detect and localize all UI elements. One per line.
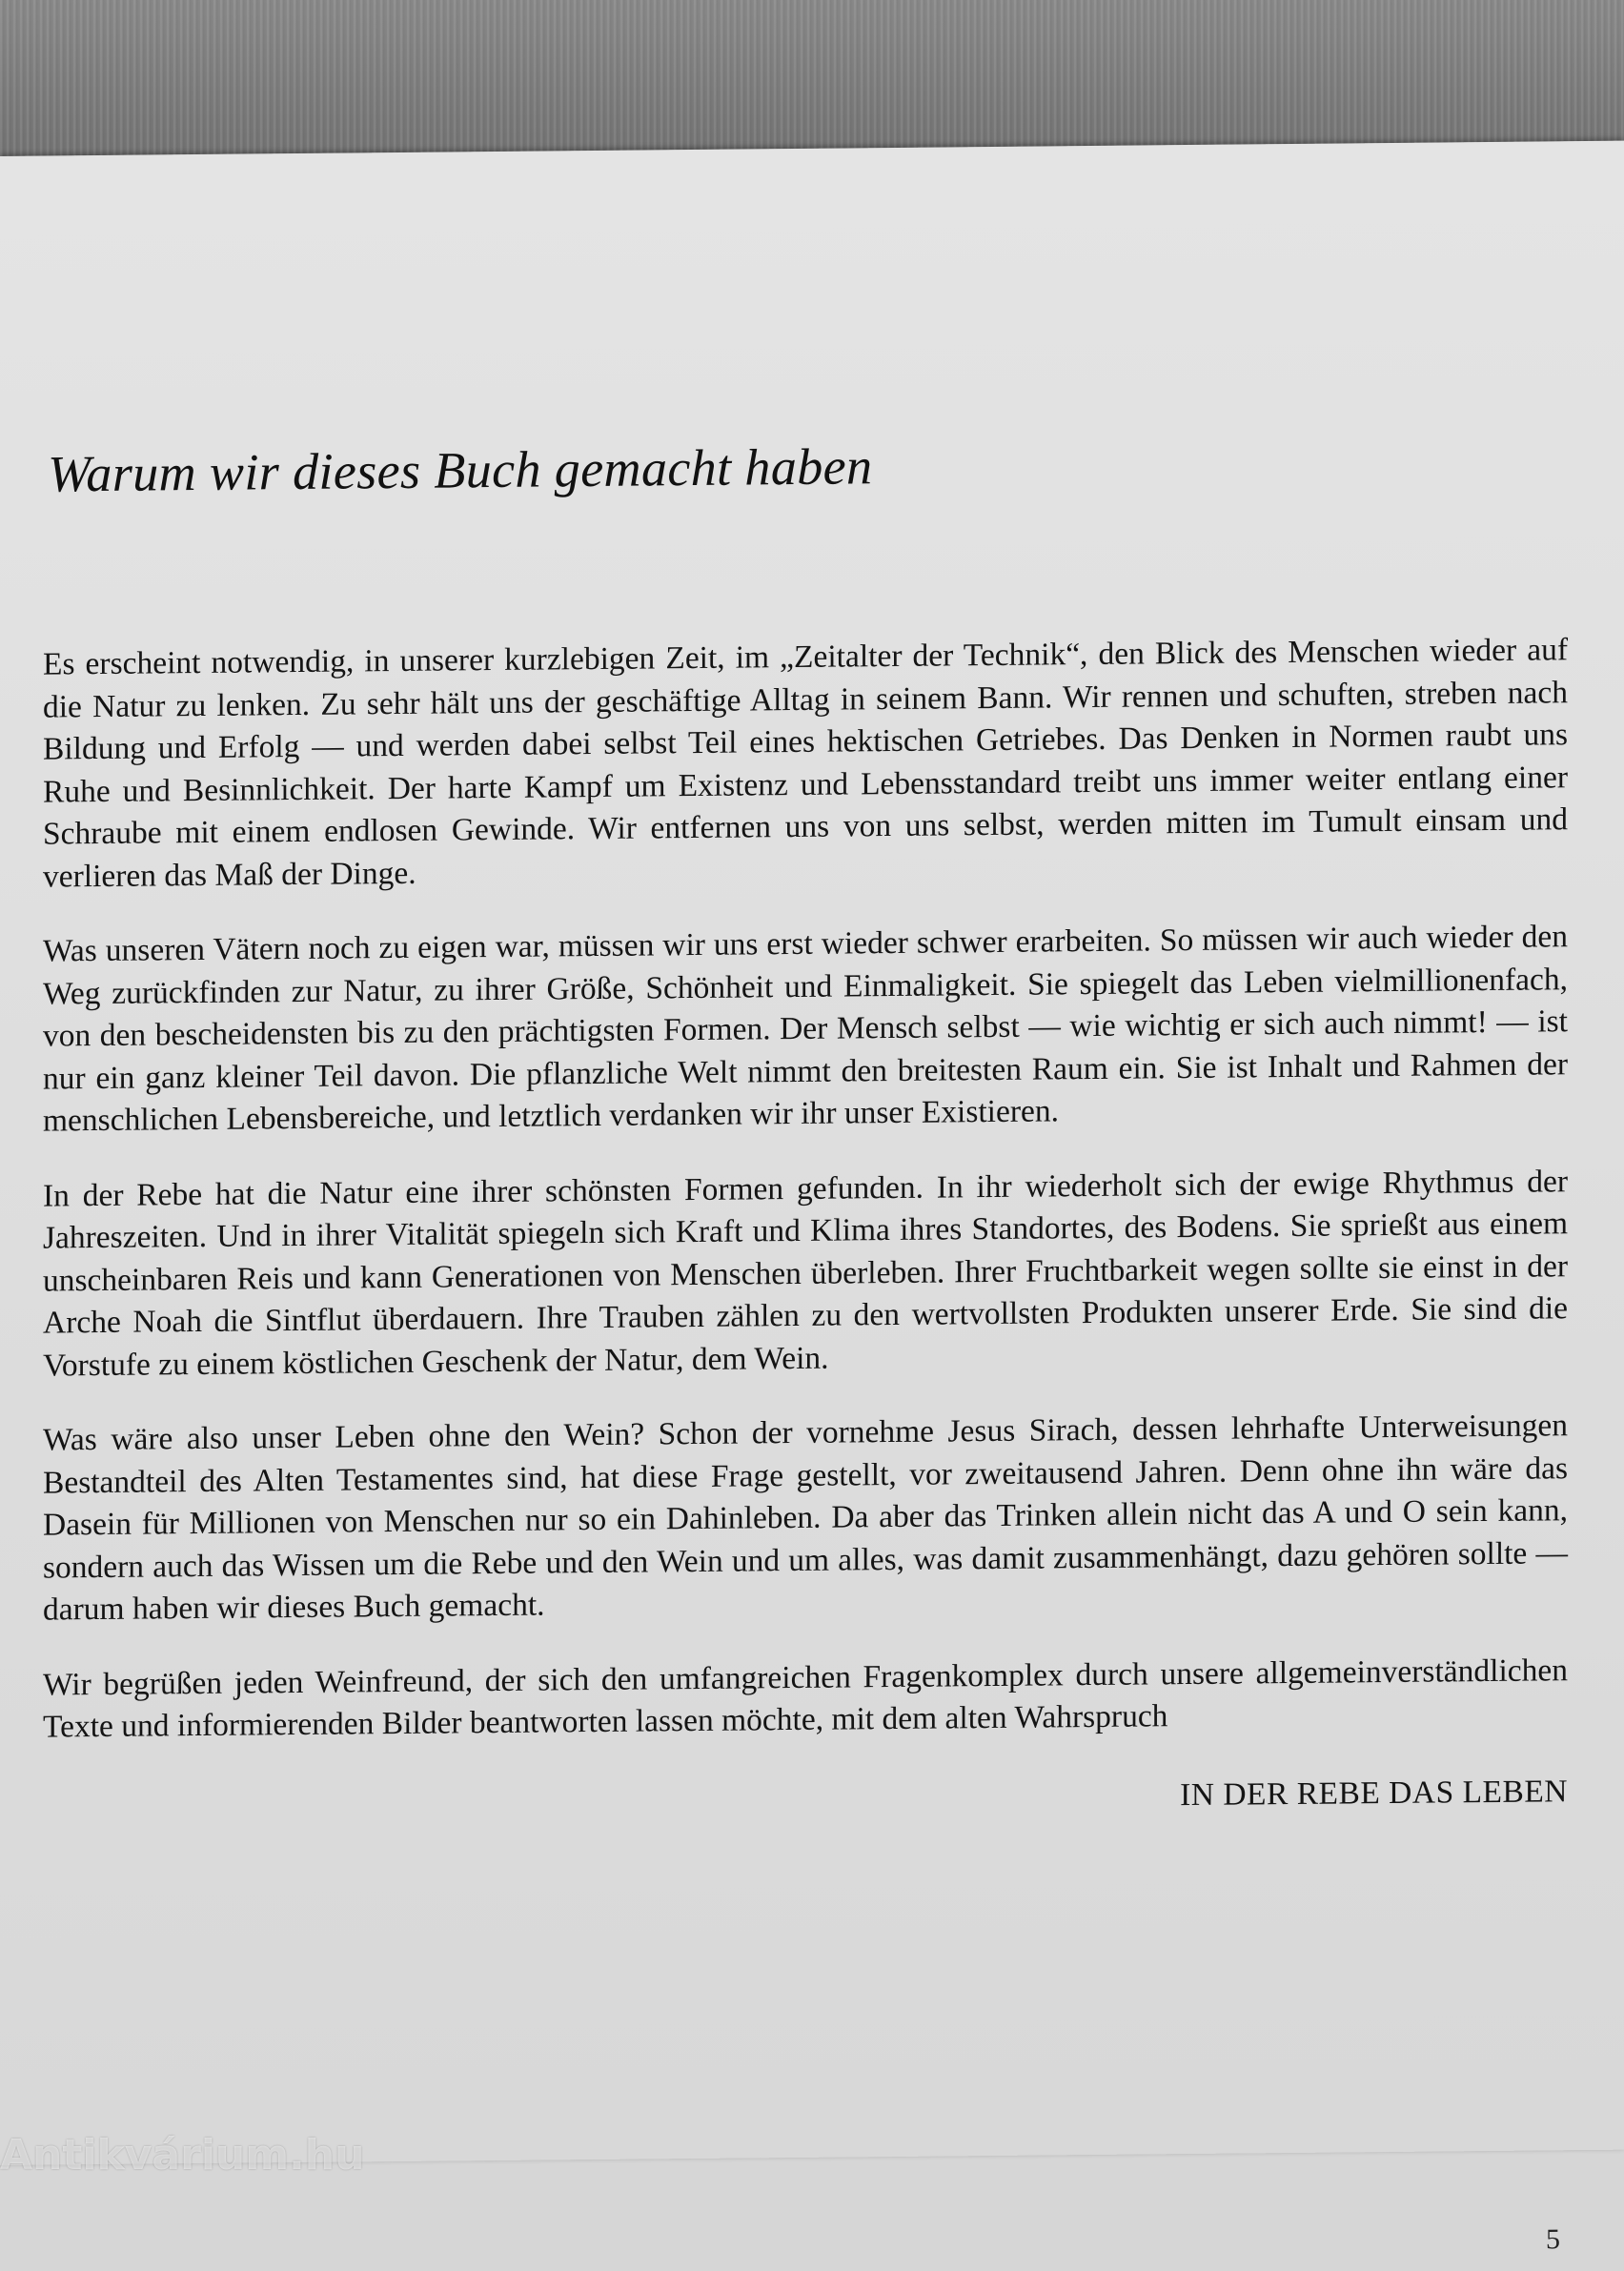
body-text: [43, 629, 1568, 1827]
page-number: 5: [1546, 2223, 1560, 2256]
page-title: Warum wir dieses Buch gemacht haben: [48, 437, 873, 503]
paragraph-1: Es erscheint notwendig, in unserer kurzlebigen Zeit, im „Zeitalter der Technik“, den Blick des Menschen wieder auf die Natur zu lenken. Zu sehr hält uns der geschäftige Alltag in seinem Bann. Wir rennen und schuften, streben nach Bildung und Erfolg — und werden dabei selbst Teil eines hektischen Getriebes. Das Denken in Normen raubt uns Ruhe und Besinnlichkeit. Der harte Kampf um Existenz und Lebensstandard treibt uns immer weiter entlang einer Schraube mit einem endlosen Gewinde. Wir entfernen uns von uns selbst, werden mitten im Tumult einsam und verlieren das Maß der Dinge.: [43, 632, 1568, 895]
paragraph-3: In der Rebe hat die Natur eine ihrer schönsten Formen gefunden. In ihr wiederholt sich der ewige Rhythmus der Jahreszeiten. Und in ihrer Vitalität spiegeln sich Kraft und Klima ihres Standortes, des Bodens. Sie sprießt aus einem unscheinbaren Reis und kann Generationen von Menschen überleben. Ihrer Fruchtbarkeit wegen sollte sie einst in der Arche Noah die Sintflut überdauern. Ihre Trauben zählen zu den wertvollsten Produkten unserer Erde. Sie sind die Vorstufe zu einem köstlichen Geschenk der Natur, dem Wein.: [43, 1163, 1568, 1384]
paragraph-2: Was unseren Vätern noch zu eigen war, müssen wir uns erst wieder schwer erarbeiten. So müssen wir auch wieder den Weg zurückfinden zur Natur, zu ihrer Größe, Schönheit und Einmaligkeit. Sie spiegelt das Leben vielmillionenfach, von den bescheidensten bis zu den prächtigsten Formen. Der Mensch selbst — wie wichtig er sich auch nimmt! — ist nur ein ganz kleiner Teil davon. Die pflanzliche Welt nimmt den breitesten Raum ein. Sie ist Inhalt und Rahmen der menschlichen Lebensbereiche, und letztlich verdanken wir ihr unser Existieren.: [43, 919, 1568, 1139]
paragraph-5: Wir begrüßen jeden Weinfreund, der sich den umfangreichen Fragenkomplex durch unsere allgemeinverständlichen Texte und informierenden Bilder beantworten lassen möchte, mit dem alten Wahrspruch: [43, 1652, 1568, 1745]
watermark-text: Antikvárium.hu: [0, 2131, 365, 2180]
motto: IN DER REBE DAS LEBEN: [1180, 1773, 1568, 1813]
book-page: [0, 141, 1624, 2256]
paragraph-4: Was wäre also unser Leben ohne den Wein? Schon der vornehme Jesus Sirach, dessen lehrhafte Unterweisungen Bestandteil des Alten Testamentes sind, hat diese Frage gestellt, vor zweitausend Jahren. Denn ohne ihn wäre das Dasein für Millionen von Menschen nur so ein Dahinleben. Da aber das Trinken allein nicht das A und O sein kann, sondern auch das Wissen um die Rebe und den Wein und um alles, was damit zusammenhängt, dazu gehören sollte — darum haben wir dieses Buch gemacht.: [43, 1408, 1568, 1628]
